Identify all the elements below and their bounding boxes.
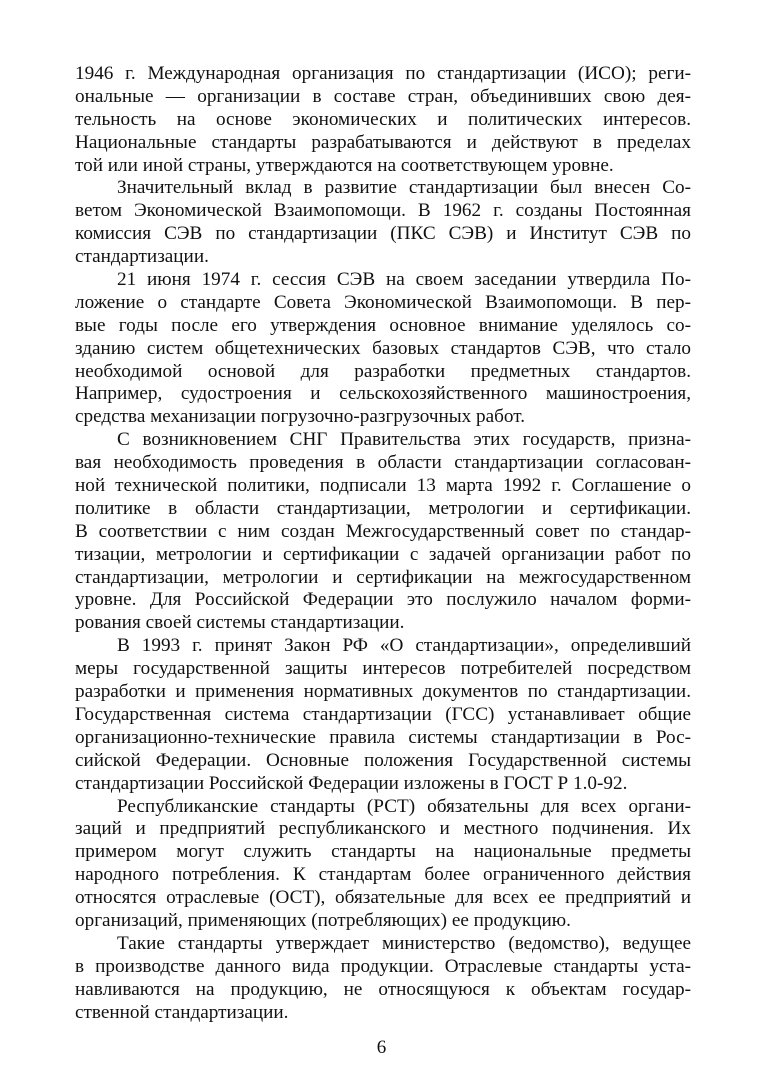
text-line: Республиканские стандарты (РСТ) обязательны для всех органи- (117, 795, 691, 817)
paragraph (75, 933, 691, 1025)
paragraph (75, 63, 691, 177)
text-line: Такие стандарты утверждает министерство (ведомство), ведущее (117, 932, 691, 954)
text-line: стандартизации Российской Федерации изложены в ГОСТ Р 1.0-92. (75, 772, 628, 794)
text-line: рования своей системы стандартизации. (75, 612, 405, 634)
text-line: тизации, метрологии и сертификации с задачей организации работ по (75, 543, 691, 565)
text-line: заций и предприятий республиканского и местного подчинения. Их (75, 818, 691, 840)
paragraph (75, 177, 691, 269)
text-line: навливаются на продукцию, не относящуюся к объектам государ- (75, 978, 691, 1000)
text-line: зданию систем общетехнических базовых стандартов СЭВ, что стало (75, 337, 691, 359)
text-line: Например, судостроения и сельскохозяйственного машиностроения, (75, 383, 691, 405)
text-line: средства механизации погрузочно-разгрузочных работ. (75, 406, 525, 428)
paragraph (75, 796, 691, 933)
text-line: организаций, применяющих (потребляющих) ее продукцию. (75, 909, 571, 931)
text-line: комиссия СЭВ по стандартизации (ПКС СЭВ) и Институт СЭВ по (75, 223, 691, 245)
text-line: стандартизации. (75, 246, 209, 268)
text-line: уровне. Для Российской Федерации это послужило началом форми- (75, 589, 691, 611)
text-line: ложение о стандарте Совета Экономической Взаимопомощи. В пер- (75, 291, 691, 313)
paragraph (75, 635, 691, 795)
text-line: 1946 г. Международная организация по стандартизации (ИСО); реги- (75, 63, 691, 84)
text-line: меры государственной защиты интересов потребителей посредством (75, 658, 691, 680)
text-line: политике в области стандартизации, метрологии и сертификации. (75, 497, 691, 519)
text-line: сийской Федерации. Основные положения Государственной системы (75, 749, 691, 771)
text-line: в производстве данного вида продукции. Отраслевые стандарты уста- (75, 955, 691, 977)
text-line: вая необходимость проведения в области стандартизации согласован- (75, 452, 691, 474)
text-line: той или иной страны, утверждаются на соответствующем уровне. (75, 154, 614, 176)
text-line: народного потребления. К стандартам более ограниченного действия (75, 864, 691, 886)
text-line: вые годы после его утверждения основное внимание уделялось со- (75, 314, 691, 336)
text-line: Государственная система стандартизации (ГСС) устанавливает общие (75, 703, 691, 725)
text-line: разработки и применения нормативных документов по стандартизации. (75, 681, 691, 703)
paragraph (75, 429, 691, 635)
text-line: стандартизации, метрологии и сертификации на межгосударственном (75, 566, 691, 588)
text-line: С возникновением СНГ Правительства этих государств, призна- (117, 429, 691, 451)
text-line: ной технической политики, подписали 13 марта 1992 г. Соглашение о (75, 475, 691, 497)
paragraph (75, 269, 691, 429)
text-line: примером могут служить стандарты на национальные предметы (75, 841, 691, 863)
text-line: Значительный вклад в развитие стандартизации был внесен Со- (117, 177, 691, 199)
text-line: В соответствии с ним создан Межгосударственный совет по стандар- (75, 520, 691, 542)
text-line: ственной стандартизации. (75, 1001, 289, 1023)
text-line: 21 июня 1974 г. сессия СЭВ на своем заседании утвердила По- (117, 269, 691, 291)
text-line: ональные — организации в составе стран, объединивших свою дея- (75, 85, 691, 107)
text-line: необходимой основой для разработки предметных стандартов. (75, 360, 691, 382)
text-line: тельность на основе экономических и политических интересов. (75, 108, 691, 130)
text-line: В 1993 г. принят Закон РФ «О стандартизации», определивший (117, 635, 691, 657)
document-body (75, 63, 691, 1024)
text-line: организационно-технические правила системы стандартизации в Рос- (75, 726, 691, 748)
text-line: ветом Экономической Взаимопомощи. В 1962 г. созданы Постоянная (75, 200, 691, 222)
page-number: 6 (376, 1037, 387, 1058)
text-line: Национальные стандарты разрабатываются и действуют в пределах (75, 131, 691, 153)
text-line: относятся отраслевые (ОСТ), обязательные для всех ее предприятий и (75, 887, 691, 909)
